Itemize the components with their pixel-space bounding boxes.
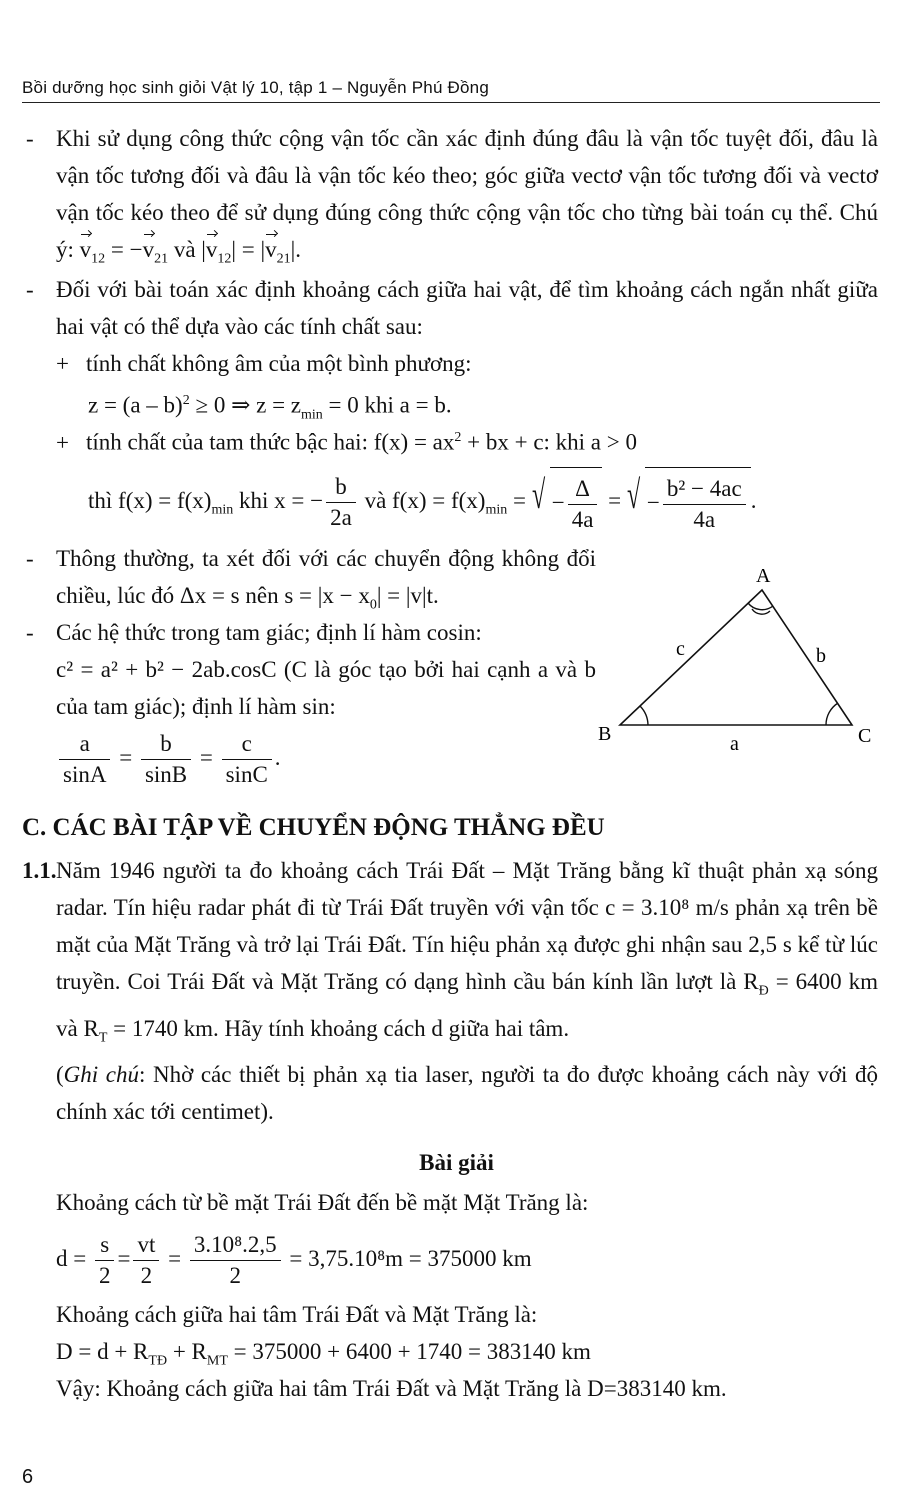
formula-part: = 3,75.10⁸m = 375000 km [289, 1246, 532, 1271]
plus-text: + bx + c: khi a > 0 [461, 429, 637, 455]
triangle-diagram [590, 560, 890, 760]
subscript: min [301, 407, 323, 423]
plus-marker: + [56, 429, 69, 455]
sqrt-discriminant: √ − $\frac{\text{b² − 4ac}}{4a}$ [627, 467, 751, 538]
bullet-min-distance [26, 271, 878, 345]
formula-part: = 0 khi a = b. [322, 392, 452, 418]
subscript: min [485, 502, 508, 518]
side-a-label: a [730, 733, 739, 755]
cosine-law: c² = a² + b² − 2ab.cosC (C là góc tạo bởi hai cạnh a và b của tam giác); định lí hàm sin: [56, 657, 596, 719]
formula-part: khi x = − [233, 488, 324, 513]
problem-1-1 [22, 852, 878, 1130]
vector-v12: v [80, 231, 92, 268]
subscript: min [211, 502, 234, 518]
bullet-dash: - [26, 277, 34, 302]
plus-marker: + [56, 351, 69, 376]
bullet-text: Thông thường, ta xét đối với các chuyển động không đổi chiều, lúc đó Δx = s nên s = |x − x [56, 546, 596, 608]
denominator: 4a [693, 507, 716, 533]
angle-b-arc [640, 706, 648, 725]
denominator: 2 [98, 1263, 111, 1289]
formula-quadratic-min: thì $f(x) = f(x)_{min}$ khi x = − $\frac{b}{2a}$ và $f(x) = f(x)_{min}$ = √ − $\frac{\Delta}{4a}$ = √ − $\frac{\text{b² − 4ac}}{4a}$ . [88, 466, 756, 546]
vertex-c-label: C [858, 725, 872, 747]
problem-text: = 6400 km và R [56, 969, 878, 1041]
superscript: 2 [182, 393, 190, 408]
formula-part: = [507, 488, 526, 513]
superscript: 2 [454, 430, 462, 445]
section-title: C. CÁC BÀI TẬP VỀ CHUYỂN ĐỘNG THẲNG ĐỀU [22, 814, 605, 841]
denominator: sinC [225, 762, 268, 787]
denominator: 2a [330, 505, 352, 531]
numerator: b [326, 472, 356, 503]
bullet-text: Khi sử dụng công thức cộng vận tốc cần xác định đúng đâu là vận tốc tuyệt đối, đâu là vận tốc tương đối và đâu là vận tốc kéo theo; góc giữa vectơ vận tốc tương đối và vectơ vận tốc kéo theo để sử dụng đúng công thức cộng vận tốc cho từng bài toán cụ thể. Chú ý: [56, 126, 878, 262]
side-c-label: c [676, 638, 685, 660]
numerator: c [222, 729, 272, 760]
subscript: MT [206, 1353, 228, 1369]
numerator: vt [133, 1230, 159, 1261]
numerator: Δ [568, 474, 598, 505]
denominator: 4a [571, 507, 594, 533]
subscript: 0 [369, 597, 377, 613]
problem-number: 1.1. [22, 858, 57, 883]
subscript: T [98, 1030, 108, 1046]
vertex-b-label: B [598, 723, 612, 745]
formula-part: + R [167, 1339, 207, 1364]
denominator: 2 [140, 1263, 153, 1289]
plus-text: tính chất của tam thức bậc hai: f(x) = ax [86, 429, 455, 455]
formula-part: D = d + R [56, 1339, 149, 1364]
formula-part: z = (a – b) [88, 392, 183, 418]
numerator: 3.10⁸.2,5 [190, 1230, 281, 1261]
solution-formula-d: d = $\frac{s}{2}$ = $\frac{vt}{2}$ = $\frac{\text{3.10⁸.2,5}}{2}$ = 3,75.10⁸m = 375000 km [56, 1226, 532, 1292]
sine-law: $\frac{a}{\sin A}$ = $\frac{b}{\sin B}$ = $\frac{c}{\sin C}$ . [56, 729, 596, 790]
subscript: Đ [758, 983, 769, 999]
problem-text: = 1740 km. Hãy tính khoảng cách d giữa hai tâm. [107, 1015, 570, 1041]
solution-line-1: Khoảng cách từ bề mặt Trái Đất đến bề mặt Mặt Trăng là: [56, 1190, 589, 1215]
solution-line-2: Khoảng cách giữa hai tâm Trái Đất và Mặt Trăng là: [56, 1302, 538, 1327]
solution-title: Bài giải [419, 1150, 494, 1175]
note-label: Ghi chú [63, 1062, 139, 1088]
plus-text: tính chất không âm của một bình phương: [86, 351, 472, 376]
denominator: 2 [229, 1263, 241, 1289]
plus-item-square [56, 345, 472, 382]
page-header: Bồi dưỡng học sinh giỏi Vật lý 10, tập 1 – Nguyễn Phú Đồng [22, 78, 880, 103]
formula-part: ≥ 0 ⇒ z = z [189, 392, 302, 418]
formula-part: và f(x) = f(x) [358, 488, 486, 513]
angle-c-arc [826, 703, 838, 725]
bullet-text: | = |v|t. [376, 583, 439, 608]
formula-part: = 375000 + 6400 + 1740 = 383140 km [227, 1339, 591, 1364]
equals-abs: | = | [231, 237, 266, 262]
angle-a-arc [748, 603, 773, 610]
subscript: 21 [154, 251, 169, 267]
subscript: 21 [276, 251, 291, 267]
numerator: a [59, 729, 110, 760]
and-text: và | [168, 237, 206, 262]
vector-v21-abs: v [265, 231, 277, 268]
formula-part: d = [56, 1246, 87, 1271]
bullet-text: Đối với bài toán xác định khoảng cách giữa hai vật, để tìm khoảng cách ngắn nhất giữa hai vật có thể dựa vào các tính chất sau: [56, 277, 878, 339]
denominator: sinA [63, 762, 107, 787]
subscript: 12 [217, 251, 232, 267]
side-b-label: b [816, 645, 826, 667]
subscript: 12 [91, 251, 106, 267]
bullet-dash: - [26, 546, 34, 571]
numerator: b² − 4ac [663, 474, 746, 505]
subscript: TĐ [148, 1353, 168, 1369]
vertex-a-label: A [756, 565, 771, 587]
bullet-velocity-addition [26, 120, 878, 278]
note-text: : Nhờ các thiết bị phản xạ tia laser, người ta đo được khoảng cách này với độ chính xác tới centimet). [56, 1062, 878, 1125]
numerator: b [141, 729, 191, 760]
bullet-dash: - [26, 126, 34, 151]
vector-v21: v [143, 231, 155, 268]
problem-text: Năm 1946 người ta đo khoảng cách Trái Đất – Mặt Trăng bằng kĩ thuật phản xạ sóng radar. Tín hiệu radar phát đi từ Trái Đất truyền với vận tốc c = 3.10⁸ m/s phản xạ trên bề mặt của Mặt Trăng và trở lại Trái Đất. Tín hiệu phản xạ được ghi nhận sau 2,5 s kể từ lúc truyền. Coi Trái Đất và Mặt Trăng có dạng hình cầu bán kính lần lượt là R [56, 858, 878, 994]
bullet-triangle-laws [26, 614, 606, 790]
page-number: 6 [22, 1466, 34, 1488]
bullet-text: Các hệ thức trong tam giác; định lí hàm cosin: [56, 620, 482, 645]
equals-minus: = − [105, 237, 143, 262]
problem-note [56, 1056, 878, 1130]
plus-item-quadratic [56, 419, 637, 461]
abs-end: |. [290, 237, 301, 262]
sqrt-delta: √ − $\frac{\Delta}{4a}$ [532, 467, 603, 538]
bullet-displacement [26, 540, 606, 624]
note-paren: ( [56, 1062, 64, 1088]
numerator: s [95, 1230, 115, 1261]
solution-conclusion: Vậy: Khoảng cách giữa hai tâm Trái Đất và Mặt Trăng là D=383140 km. [56, 1376, 727, 1401]
denominator: sinB [144, 762, 188, 787]
fraction-b-2a [326, 472, 356, 533]
bullet-dash: - [26, 620, 34, 645]
vector-v12-abs: v [206, 231, 218, 268]
formula-part: thì f(x) = f(x) [88, 488, 212, 513]
